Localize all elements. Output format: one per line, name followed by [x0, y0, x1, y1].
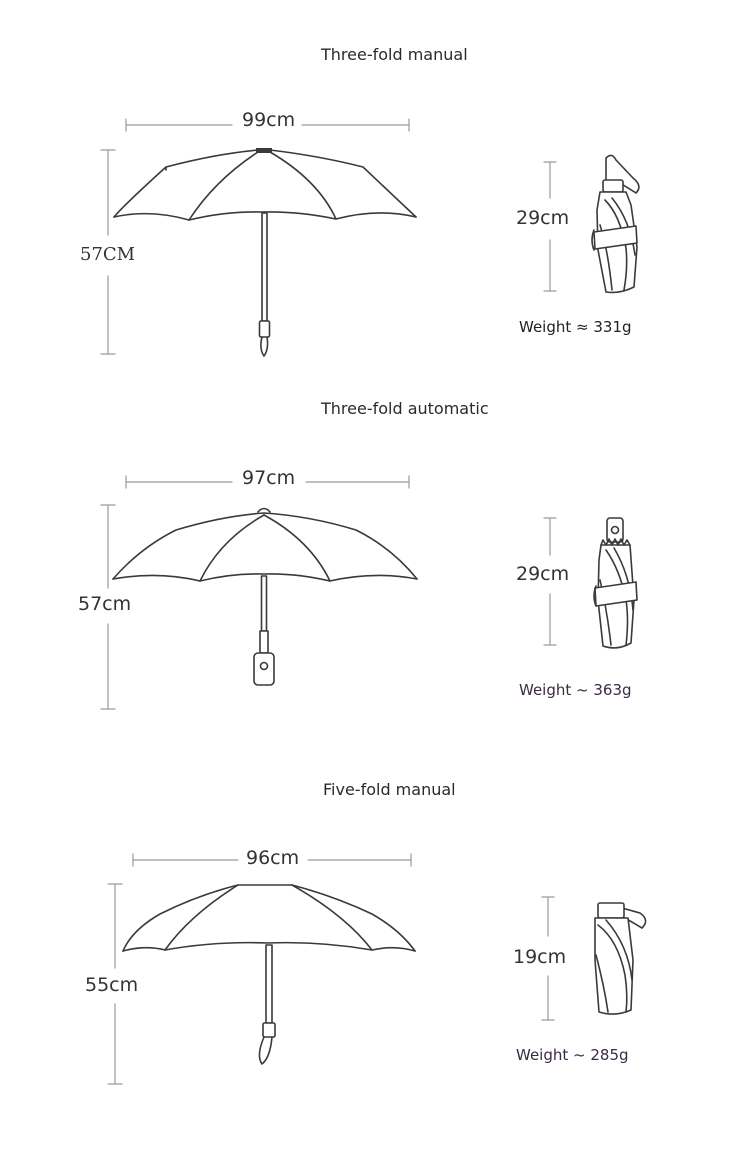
section-three-fold-manual — [0, 0, 750, 380]
folded-length-label: 29cm — [510, 565, 575, 584]
section-three-fold-automatic — [0, 380, 750, 760]
open-width-label: 99cm — [236, 111, 301, 130]
open-width-label: 97cm — [236, 469, 301, 488]
section-five-fold-manual — [0, 760, 750, 1166]
weight-label: Weight ≈ 331g — [519, 318, 632, 336]
open-height-label: 57cm — [72, 595, 137, 614]
section-title: Three-fold automatic — [321, 399, 489, 418]
open-height-label: 55cm — [79, 976, 144, 995]
folded-length-label: 19cm — [507, 948, 572, 967]
weight-label: Weight ~ 363g — [519, 681, 632, 699]
section-title: Three-fold manual — [321, 45, 468, 64]
open-width-label: 96cm — [240, 849, 305, 868]
weight-label: Weight ~ 285g — [516, 1046, 629, 1064]
open-height-label: 57CM — [74, 246, 141, 264]
section-title: Five-fold manual — [323, 780, 456, 799]
folded-length-label: 29cm — [510, 209, 575, 228]
